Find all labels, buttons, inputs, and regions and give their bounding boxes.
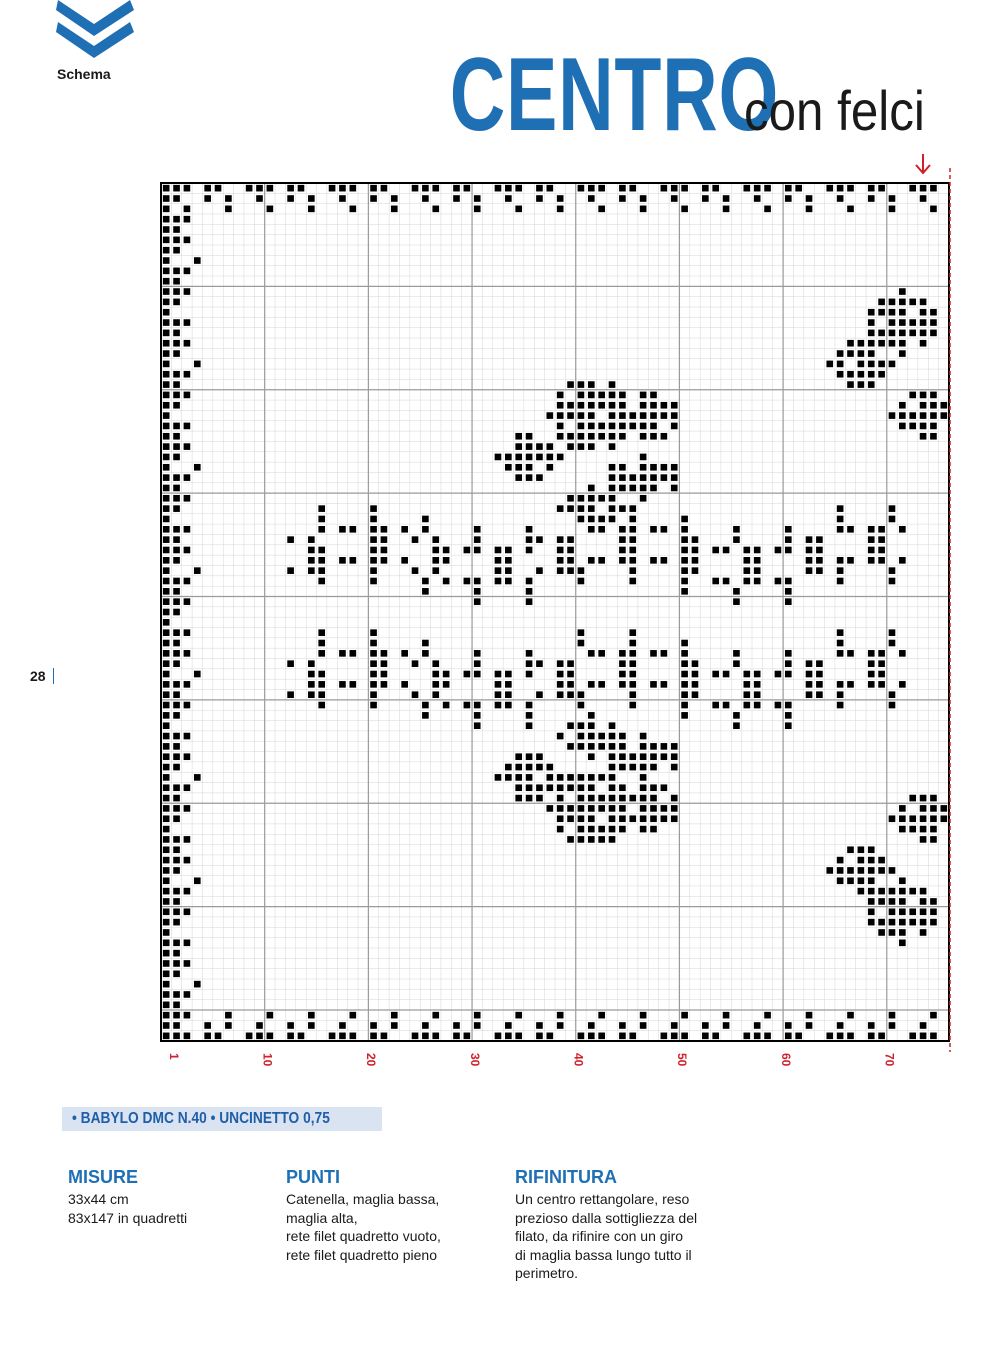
chevron-logo-icon <box>56 0 136 62</box>
x-axis-tick-label: 20 <box>364 1053 379 1067</box>
title-sub: con felci <box>743 79 925 142</box>
page-number: 28 <box>30 668 46 684</box>
materials-text: • BABYLO DMC N.40 • UNCINETTO 0,75 <box>72 1110 330 1127</box>
chart-grid <box>161 183 949 1041</box>
x-axis-tick-label: 50 <box>675 1053 690 1067</box>
rifinitura-section <box>515 1167 697 1283</box>
misure-heading: MISURE <box>68 1167 139 1187</box>
punti-text: Catenella, maglia bassa, maglia alta, rete filet quadretto vuoto, rete filet quadretto pieno <box>286 1191 441 1263</box>
rifinitura-text: Un centro rettangolare, reso prezioso dalla sottigliezza del filato, da rifinire con un giro di maglia bassa lungo tutto il perimetro. <box>515 1191 698 1282</box>
x-axis-tick-label: 40 <box>571 1053 586 1067</box>
misure-text: 33x44 cm 83x147 in quadretti <box>68 1191 188 1226</box>
x-axis-tick-label: 1 <box>167 1053 182 1060</box>
x-axis-tick-label: 60 <box>778 1053 793 1067</box>
rifinitura-heading: RIFINITURA <box>515 1167 617 1187</box>
x-axis-tick-label: 30 <box>467 1053 482 1067</box>
misure-section <box>68 1167 187 1227</box>
title-main: CENTRO <box>449 37 780 153</box>
x-axis-tick-label: 70 <box>882 1053 897 1067</box>
punti-heading: PUNTI <box>286 1167 340 1187</box>
x-axis-labels <box>167 1053 896 1067</box>
page-title <box>334 36 949 155</box>
red-down-arrow-icon <box>916 154 930 173</box>
x-axis-tick-label: 10 <box>260 1053 275 1067</box>
section-label: Schema <box>57 66 111 82</box>
punti-section <box>286 1167 441 1264</box>
filet-chart <box>0 150 997 1080</box>
materials-bar <box>62 1107 382 1131</box>
